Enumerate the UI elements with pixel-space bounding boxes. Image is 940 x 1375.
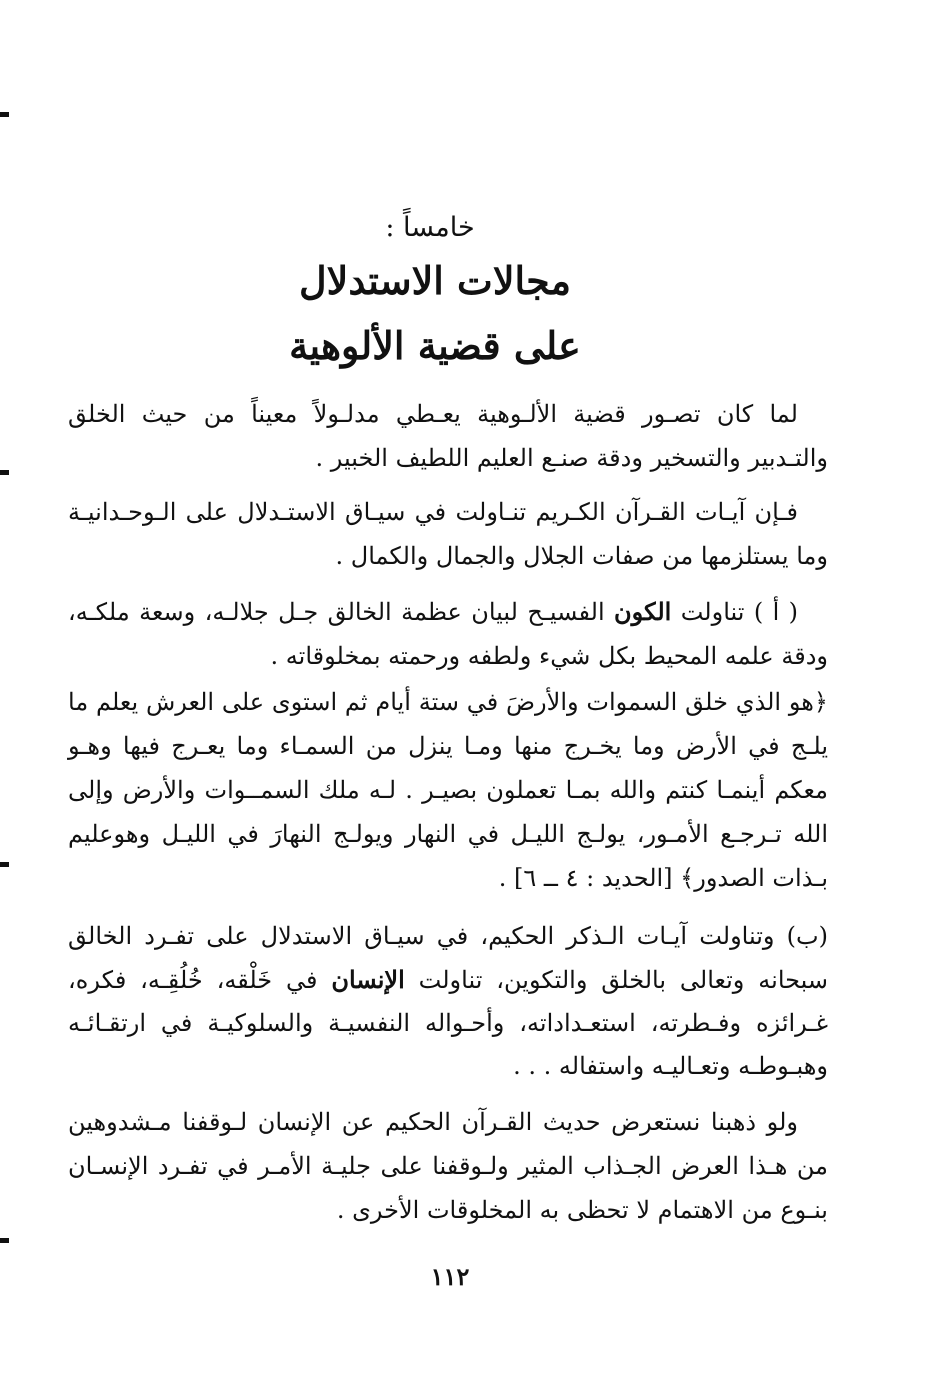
scan-edge-mark bbox=[0, 112, 9, 117]
quran-quote: ﴿هو الذي خلق السموات والأرضَ في ستة أيام ثم استوى على العرش يعلم ما يلـج في الأرض وما يخـرج منها ومـا ينزل من السمـاء وما يعـرج فيها وهـو معكم أينمـا كنتم والله بمـا تعملون بصيـر . لـه ملك السمــوات والأرض وإلى الله تـرجـع الأمـور، يولـج الليـل في النهار ويولـج النهارَ في الليـل وهوعليم بـذات الصدور﴾ [الحديد : ٤ ــ ٦] . bbox=[68, 688, 828, 892]
scan-edge-mark bbox=[0, 1238, 9, 1243]
paragraph-text: الفسيـح لبيان عظمة الخالق جـل جلالـه، وسعة ملكـه، ودقة علمه المحيط بكل شيء ولطفه ورحمته بمخلوقاته . bbox=[68, 598, 828, 670]
item-marker: (ب) bbox=[786, 922, 828, 950]
paragraph-text: في خَلْقه، خُلُقِـه، فكره، غـرائزه وفـطرته، استعـداداته، وأحـواله النفسيـة والسلوكيـة في ارتقـائـه وهبـوطـه وتعـاليـه واستفاله . . . bbox=[68, 966, 828, 1080]
paragraph-text: وتناولت آيـات الـذكر الحكيم، في سيـاق الاستدلال على تفـرد الخالق سبحانه وتعالى بالخلق والتكوين، تناولت bbox=[68, 922, 828, 994]
section-label: خامساً : bbox=[385, 212, 475, 243]
item-marker: ( أ ) bbox=[753, 598, 799, 626]
paragraph-verses: فـإن آيـات القـرآن الكـريم تنـاولت في سيـاق الاستـدلال على الـوحـدانيـة وما يستلزمها من صفات الجلال والجمال والكمال . bbox=[68, 498, 828, 570]
paragraph-conclusion: ولو ذهبنا نستعرض حديث القـرآن الحكيم عن الإنسان لـوقفنا مـشدوهين من هـذا العرض الجـذاب المثير ولـوقفنا على جليـة الأمـر في تفـرد الإنسـان بنـوع من الاهتمام لا تحظى به المخلوقات الأخرى . bbox=[68, 1108, 828, 1224]
paragraph-text: تناولت bbox=[680, 598, 745, 626]
paragraph-universe bbox=[68, 590, 828, 678]
page-number: ١١٢ bbox=[430, 1262, 470, 1291]
paragraph-human bbox=[68, 915, 828, 1088]
scan-edge-mark bbox=[0, 862, 9, 867]
bold-keyword: الإنسان bbox=[331, 965, 405, 994]
scan-edge-mark bbox=[0, 470, 9, 475]
chapter-title-line-1: مجالات الاستدلال bbox=[299, 258, 571, 303]
chapter-title-line-2: على قضية الألوهية bbox=[289, 323, 581, 368]
paragraph-intro: لما كان تصـور قضية الألـوهية يعـطي مدلـولاً معيناً من حيث الخلق والتـدبير والتسخير ودقة صنـع العليم اللطيف الخبير . bbox=[68, 400, 828, 472]
bold-keyword: الكون bbox=[614, 597, 672, 626]
